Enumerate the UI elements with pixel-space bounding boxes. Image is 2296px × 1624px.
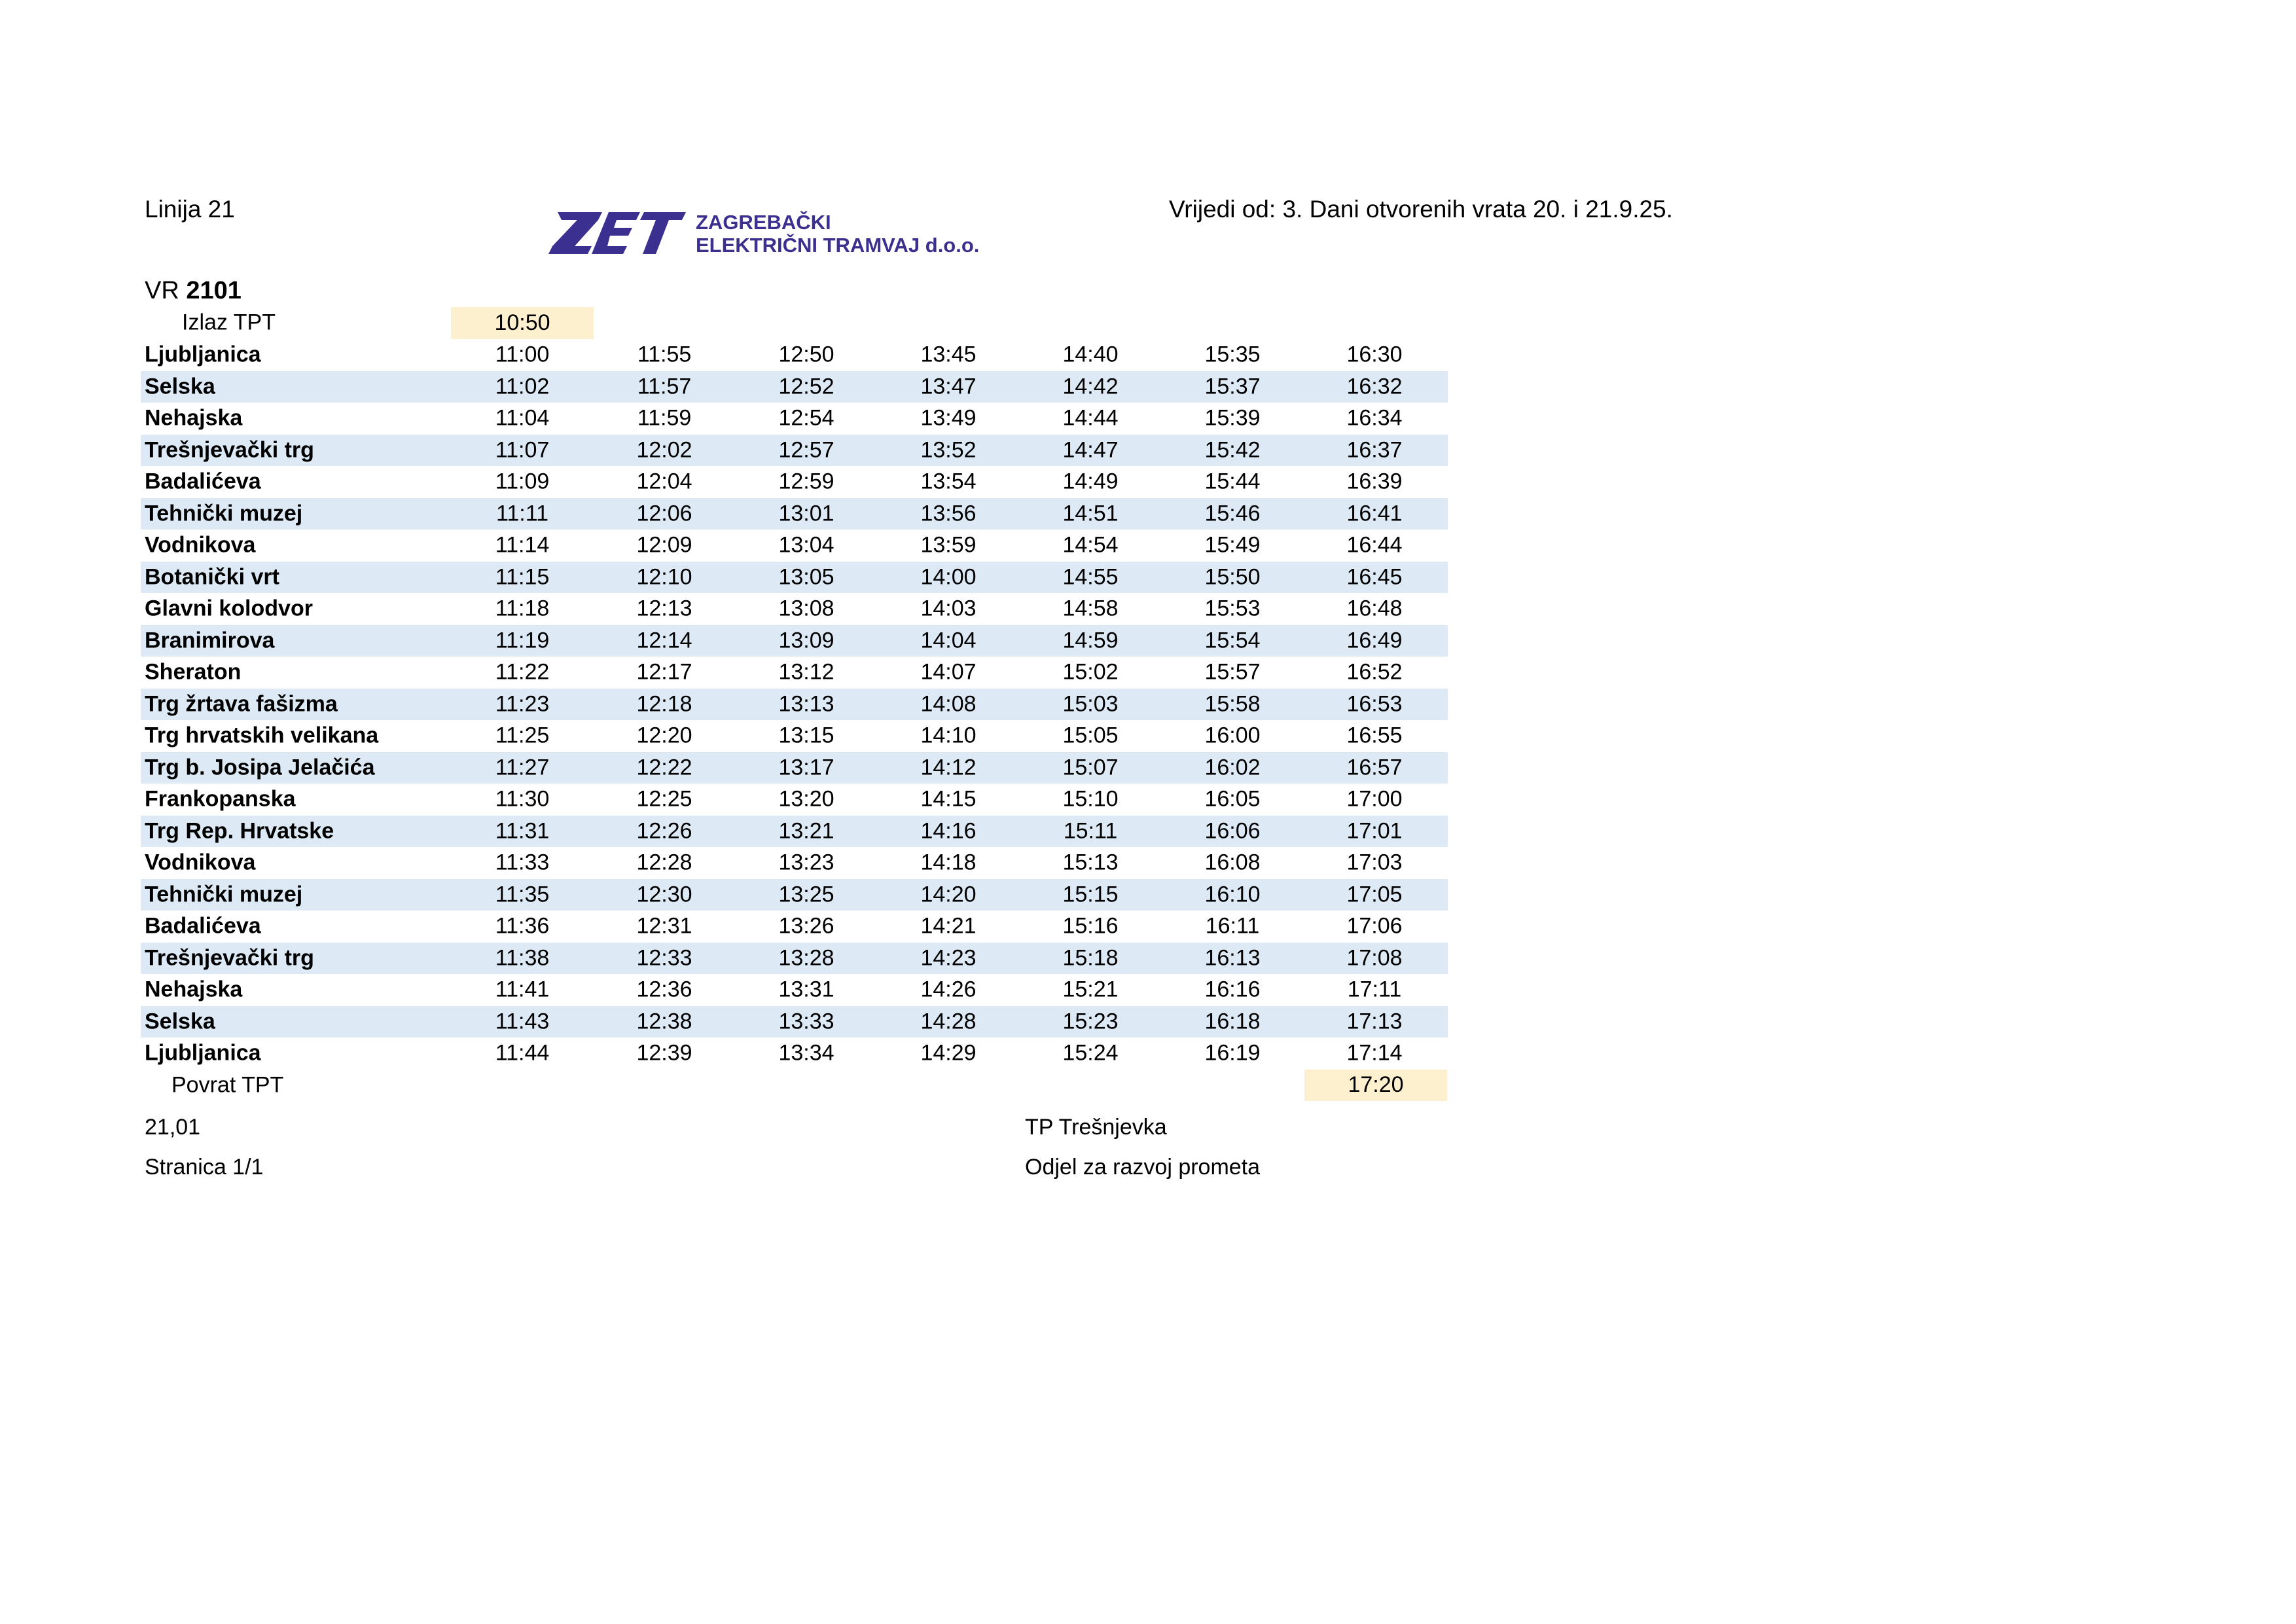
departure-time: 15:37: [1204, 374, 1261, 399]
departure-time: 16:13: [1204, 945, 1261, 971]
departure-time: 14:44: [1062, 405, 1119, 431]
departure-time: 17:11: [1347, 977, 1402, 1002]
departure-time: 15:11: [1063, 818, 1118, 844]
departure-time: 14:16: [920, 818, 977, 844]
vehicle-label: [145, 277, 242, 305]
departure-time: 11:55: [637, 342, 692, 367]
stop-name: Glavni kolodvor: [145, 596, 313, 621]
stop-name: Ljubljanica: [145, 342, 261, 367]
departure-time: 13:31: [778, 977, 834, 1002]
departure-time: 11:15: [495, 564, 550, 590]
departure-time: 12:22: [636, 755, 692, 780]
departure-time: 14:04: [920, 628, 977, 653]
departure-time: 11:07: [495, 437, 550, 463]
departure-time: 13:49: [920, 405, 977, 431]
departure-time: 15:53: [1204, 596, 1261, 621]
departure-time: 15:58: [1204, 691, 1261, 717]
departure-time: 12:09: [636, 532, 692, 558]
departure-time: 13:09: [778, 628, 834, 653]
departure-time: 12:30: [636, 882, 692, 907]
departure-time: 14:54: [1062, 532, 1119, 558]
departure-time: 13:52: [920, 437, 977, 463]
departure-time: 16:10: [1204, 882, 1261, 907]
departure-time: 12:02: [636, 437, 692, 463]
stop-row: [141, 752, 1450, 784]
departure-time: 14:12: [920, 755, 977, 780]
stop-row: [141, 1006, 1450, 1038]
departure-time: 15:50: [1204, 564, 1261, 590]
departure-time: 12:17: [636, 659, 692, 685]
departure-time: 16:48: [1346, 596, 1403, 621]
departure-time: 17:03: [1346, 850, 1403, 875]
departure-time: 13:21: [778, 818, 834, 844]
departure-time: 16:49: [1346, 628, 1403, 653]
departure-time: 15:16: [1062, 913, 1119, 939]
departure-time: 12:31: [636, 913, 692, 939]
departure-time: 16:18: [1204, 1009, 1261, 1034]
departure-time: 12:59: [778, 469, 834, 494]
departure-time: 11:44: [495, 1040, 550, 1066]
departure-time: 12:13: [636, 596, 692, 621]
stop-row: [141, 435, 1450, 467]
departure-time: 16:44: [1346, 532, 1403, 558]
stop-name: Tehnički muzej: [145, 501, 303, 526]
departure-time: 13:34: [778, 1040, 834, 1066]
stop-row: [141, 657, 1450, 689]
departure-time: 11:57: [637, 374, 692, 399]
stop-name: Frankopanska: [145, 786, 296, 812]
departure-time: 14:42: [1062, 374, 1119, 399]
departure-time: 14:49: [1062, 469, 1119, 494]
departure-time: 16:37: [1346, 437, 1403, 463]
footer-depot: TP Trešnjevka: [1025, 1115, 1167, 1140]
departure-time: 11:00: [495, 342, 550, 367]
stop-row: [141, 403, 1450, 435]
departure-time: 17:05: [1346, 882, 1403, 907]
departure-time: 17:14: [1346, 1040, 1403, 1066]
stop-row: [141, 943, 1450, 975]
departure-time: 13:28: [778, 945, 834, 971]
stop-row: [141, 689, 1450, 721]
departure-time: 14:51: [1062, 501, 1119, 526]
footer-code: 21,01: [145, 1115, 201, 1140]
departure-time: 11:33: [495, 850, 550, 875]
departure-time: 12:52: [778, 374, 834, 399]
departure-time: 11:04: [495, 405, 550, 431]
departure-time: 14:40: [1062, 342, 1119, 367]
departure-time: 13:20: [778, 786, 834, 812]
depot-exit-label: Izlaz TPT: [182, 310, 276, 335]
departure-time: 16:52: [1346, 659, 1403, 685]
departure-time: 11:59: [637, 405, 692, 431]
stop-name: Vodnikova: [145, 532, 256, 558]
departure-time: 12:06: [636, 501, 692, 526]
departure-time: 14:26: [920, 977, 977, 1002]
departure-time: 14:55: [1062, 564, 1119, 590]
stop-name: Trešnjevački trg: [145, 437, 314, 463]
departure-time: 14:59: [1062, 628, 1119, 653]
depot-exit-time: 10:50: [451, 307, 594, 339]
departure-time: 11:27: [495, 755, 550, 780]
departure-time: 11:30: [495, 786, 550, 812]
stop-row: [141, 625, 1450, 657]
departure-time: 13:17: [778, 755, 834, 780]
departure-time: 14:21: [920, 913, 977, 939]
departure-time: 14:58: [1062, 596, 1119, 621]
departure-time: 13:12: [778, 659, 834, 685]
departure-time: 11:14: [495, 532, 550, 558]
stop-row: [141, 371, 1450, 403]
departure-time: 15:57: [1204, 659, 1261, 685]
departure-time: 14:10: [920, 723, 977, 748]
departure-time: 15:23: [1062, 1009, 1119, 1034]
depot-exit-row: [141, 307, 1450, 339]
stop-row: [141, 974, 1450, 1006]
departure-time: 15:07: [1062, 755, 1119, 780]
departure-time: 12:38: [636, 1009, 692, 1034]
departure-time: 13:33: [778, 1009, 834, 1034]
departure-time: 16:41: [1346, 501, 1403, 526]
departure-time: 17:01: [1346, 818, 1403, 844]
departure-time: 16:53: [1346, 691, 1403, 717]
stop-name: Botanički vrt: [145, 564, 279, 590]
departure-time: 14:18: [920, 850, 977, 875]
stop-row: [141, 879, 1450, 911]
departure-time: 12:54: [778, 405, 834, 431]
departure-time: 11:22: [495, 659, 550, 685]
departure-time: 12:50: [778, 342, 834, 367]
departure-time: 11:02: [495, 374, 550, 399]
departure-time: 14:20: [920, 882, 977, 907]
stop-name: Selska: [145, 1009, 215, 1034]
departure-time: 13:15: [778, 723, 834, 748]
stop-name: Trg hrvatskih velikana: [145, 723, 379, 748]
stop-row: [141, 720, 1450, 752]
departure-time: 14:03: [920, 596, 977, 621]
stop-row: [141, 498, 1450, 530]
departure-time: 15:44: [1204, 469, 1261, 494]
stop-row: [141, 562, 1450, 594]
departure-time: 15:18: [1062, 945, 1119, 971]
valid-from-note: Vrijedi od: 3. Dani otvorenih vrata 20. i 21.9.25.: [1169, 196, 1673, 223]
departure-time: 14:28: [920, 1009, 977, 1034]
stop-row: [141, 530, 1450, 562]
departure-time: 12:39: [636, 1040, 692, 1066]
depot-return-label: Povrat TPT: [171, 1072, 284, 1098]
stop-name: Sheraton: [145, 659, 242, 685]
departure-time: 16:08: [1204, 850, 1261, 875]
departure-time: 14:00: [920, 564, 977, 590]
company-logo: [548, 208, 1028, 261]
stop-name: Nehajska: [145, 977, 243, 1002]
departure-time: 17:00: [1346, 786, 1403, 812]
departure-time: 11:19: [495, 628, 550, 653]
departure-time: 15:03: [1062, 691, 1119, 717]
departure-time: 12:04: [636, 469, 692, 494]
departure-time: 13:01: [778, 501, 834, 526]
departure-time: 13:25: [778, 882, 834, 907]
stop-row: [141, 1038, 1450, 1070]
departure-time: 15:10: [1062, 786, 1119, 812]
departure-time: 14:07: [920, 659, 977, 685]
zet-logo-icon: [548, 208, 686, 255]
departure-time: 13:05: [778, 564, 834, 590]
departure-time: 14:23: [920, 945, 977, 971]
departure-time: 16:00: [1204, 723, 1261, 748]
footer-page-number: Stranica 1/1: [145, 1155, 264, 1180]
stop-name: Badalićeva: [145, 469, 261, 494]
departure-time: 11:18: [495, 596, 550, 621]
departure-time: 12:57: [778, 437, 834, 463]
stop-name: Trg žrtava fašizma: [145, 691, 338, 717]
stop-row: [141, 466, 1450, 498]
departure-time: 12:18: [636, 691, 692, 717]
departure-time: 16:11: [1205, 913, 1260, 939]
departure-time: 13:26: [778, 913, 834, 939]
stop-name: Trešnjevački trg: [145, 945, 314, 971]
departure-time: 14:47: [1062, 437, 1119, 463]
departure-time: 13:54: [920, 469, 977, 494]
departure-time: 11:38: [495, 945, 550, 971]
departure-time: 15:54: [1204, 628, 1261, 653]
departure-time: 15:24: [1062, 1040, 1119, 1066]
departure-time: 15:13: [1062, 850, 1119, 875]
departure-time: 11:09: [495, 469, 550, 494]
departure-time: 12:36: [636, 977, 692, 1002]
departure-time: 15:46: [1204, 501, 1261, 526]
company-name: [696, 211, 979, 257]
departure-time: 13:13: [778, 691, 834, 717]
departure-time: 11:41: [495, 977, 550, 1002]
departure-time: 11:23: [495, 691, 550, 717]
stop-row: [141, 784, 1450, 816]
stop-name: Tehnički muzej: [145, 882, 303, 907]
departure-time: 16:30: [1346, 342, 1403, 367]
departure-time: 11:31: [495, 818, 550, 844]
departure-time: 16:05: [1204, 786, 1261, 812]
stop-row: [141, 339, 1450, 371]
departure-time: 16:06: [1204, 818, 1261, 844]
stop-name: Trg b. Josipa Jelačića: [145, 755, 375, 780]
depot-return-time: 17:20: [1304, 1070, 1447, 1102]
departure-time: 13:47: [920, 374, 977, 399]
company-name-line-1: ZAGREBAČKI: [696, 211, 831, 234]
company-name-line-2: ELEKTRIČNI TRAMVAJ d.o.o.: [696, 234, 980, 257]
departure-time: 15:02: [1062, 659, 1119, 685]
stop-name: Selska: [145, 374, 215, 399]
departure-time: 16:57: [1346, 755, 1403, 780]
departure-time: 16:32: [1346, 374, 1403, 399]
departure-time: 13:23: [778, 850, 834, 875]
departure-time: 15:42: [1204, 437, 1261, 463]
departure-time: 14:15: [920, 786, 977, 812]
departure-time: 11:36: [495, 913, 550, 939]
departure-time: 15:39: [1204, 405, 1261, 431]
vehicle-prefix: VR: [145, 277, 179, 304]
departure-time: 16:34: [1346, 405, 1403, 431]
departure-time: 15:15: [1062, 882, 1119, 907]
departure-time: 17:13: [1346, 1009, 1403, 1034]
departure-time: 16:19: [1204, 1040, 1261, 1066]
departure-time: 13:04: [778, 532, 834, 558]
stop-row: [141, 911, 1450, 943]
departure-time: 11:25: [495, 723, 550, 748]
departure-time: 12:28: [636, 850, 692, 875]
footer-department: Odjel za razvoj prometa: [1025, 1155, 1261, 1180]
departure-time: 12:14: [636, 628, 692, 653]
departure-time: 15:05: [1062, 723, 1119, 748]
departure-time: 12:33: [636, 945, 692, 971]
depot-return-row: [141, 1070, 1450, 1102]
departure-time: 17:08: [1346, 945, 1403, 971]
departure-time: 15:21: [1062, 977, 1119, 1002]
departure-time: 17:06: [1346, 913, 1403, 939]
departure-time: 12:26: [636, 818, 692, 844]
departure-time: 13:08: [778, 596, 834, 621]
departure-time: 16:02: [1204, 755, 1261, 780]
departure-time: 14:29: [920, 1040, 977, 1066]
departure-time: 16:16: [1204, 977, 1261, 1002]
departure-time: 12:10: [636, 564, 692, 590]
stop-row: [141, 816, 1450, 848]
departure-time: 15:35: [1204, 342, 1261, 367]
departure-time: 16:55: [1346, 723, 1403, 748]
departure-time: 15:49: [1204, 532, 1261, 558]
stop-row: [141, 593, 1450, 625]
departure-time: 13:59: [920, 532, 977, 558]
stop-name: Trg Rep. Hrvatske: [145, 818, 334, 844]
departure-time: 12:20: [636, 723, 692, 748]
stop-name: Ljubljanica: [145, 1040, 261, 1066]
departure-time: 13:45: [920, 342, 977, 367]
departure-time: 13:56: [920, 501, 977, 526]
departure-time: 11:43: [495, 1009, 550, 1034]
stop-name: Badalićeva: [145, 913, 261, 939]
departure-time: 16:45: [1346, 564, 1403, 590]
departure-time: 11:35: [495, 882, 550, 907]
vehicle-number: 2101: [186, 277, 242, 304]
stop-name: Vodnikova: [145, 850, 256, 875]
stop-name: Nehajska: [145, 405, 243, 431]
departure-time: 11:11: [495, 501, 549, 526]
line-label: Linija 21: [145, 196, 235, 223]
departure-time: 14:08: [920, 691, 977, 717]
stop-name: Branimirova: [145, 628, 275, 653]
stop-row: [141, 847, 1450, 879]
departure-time: 12:25: [636, 786, 692, 812]
departure-time: 16:39: [1346, 469, 1403, 494]
